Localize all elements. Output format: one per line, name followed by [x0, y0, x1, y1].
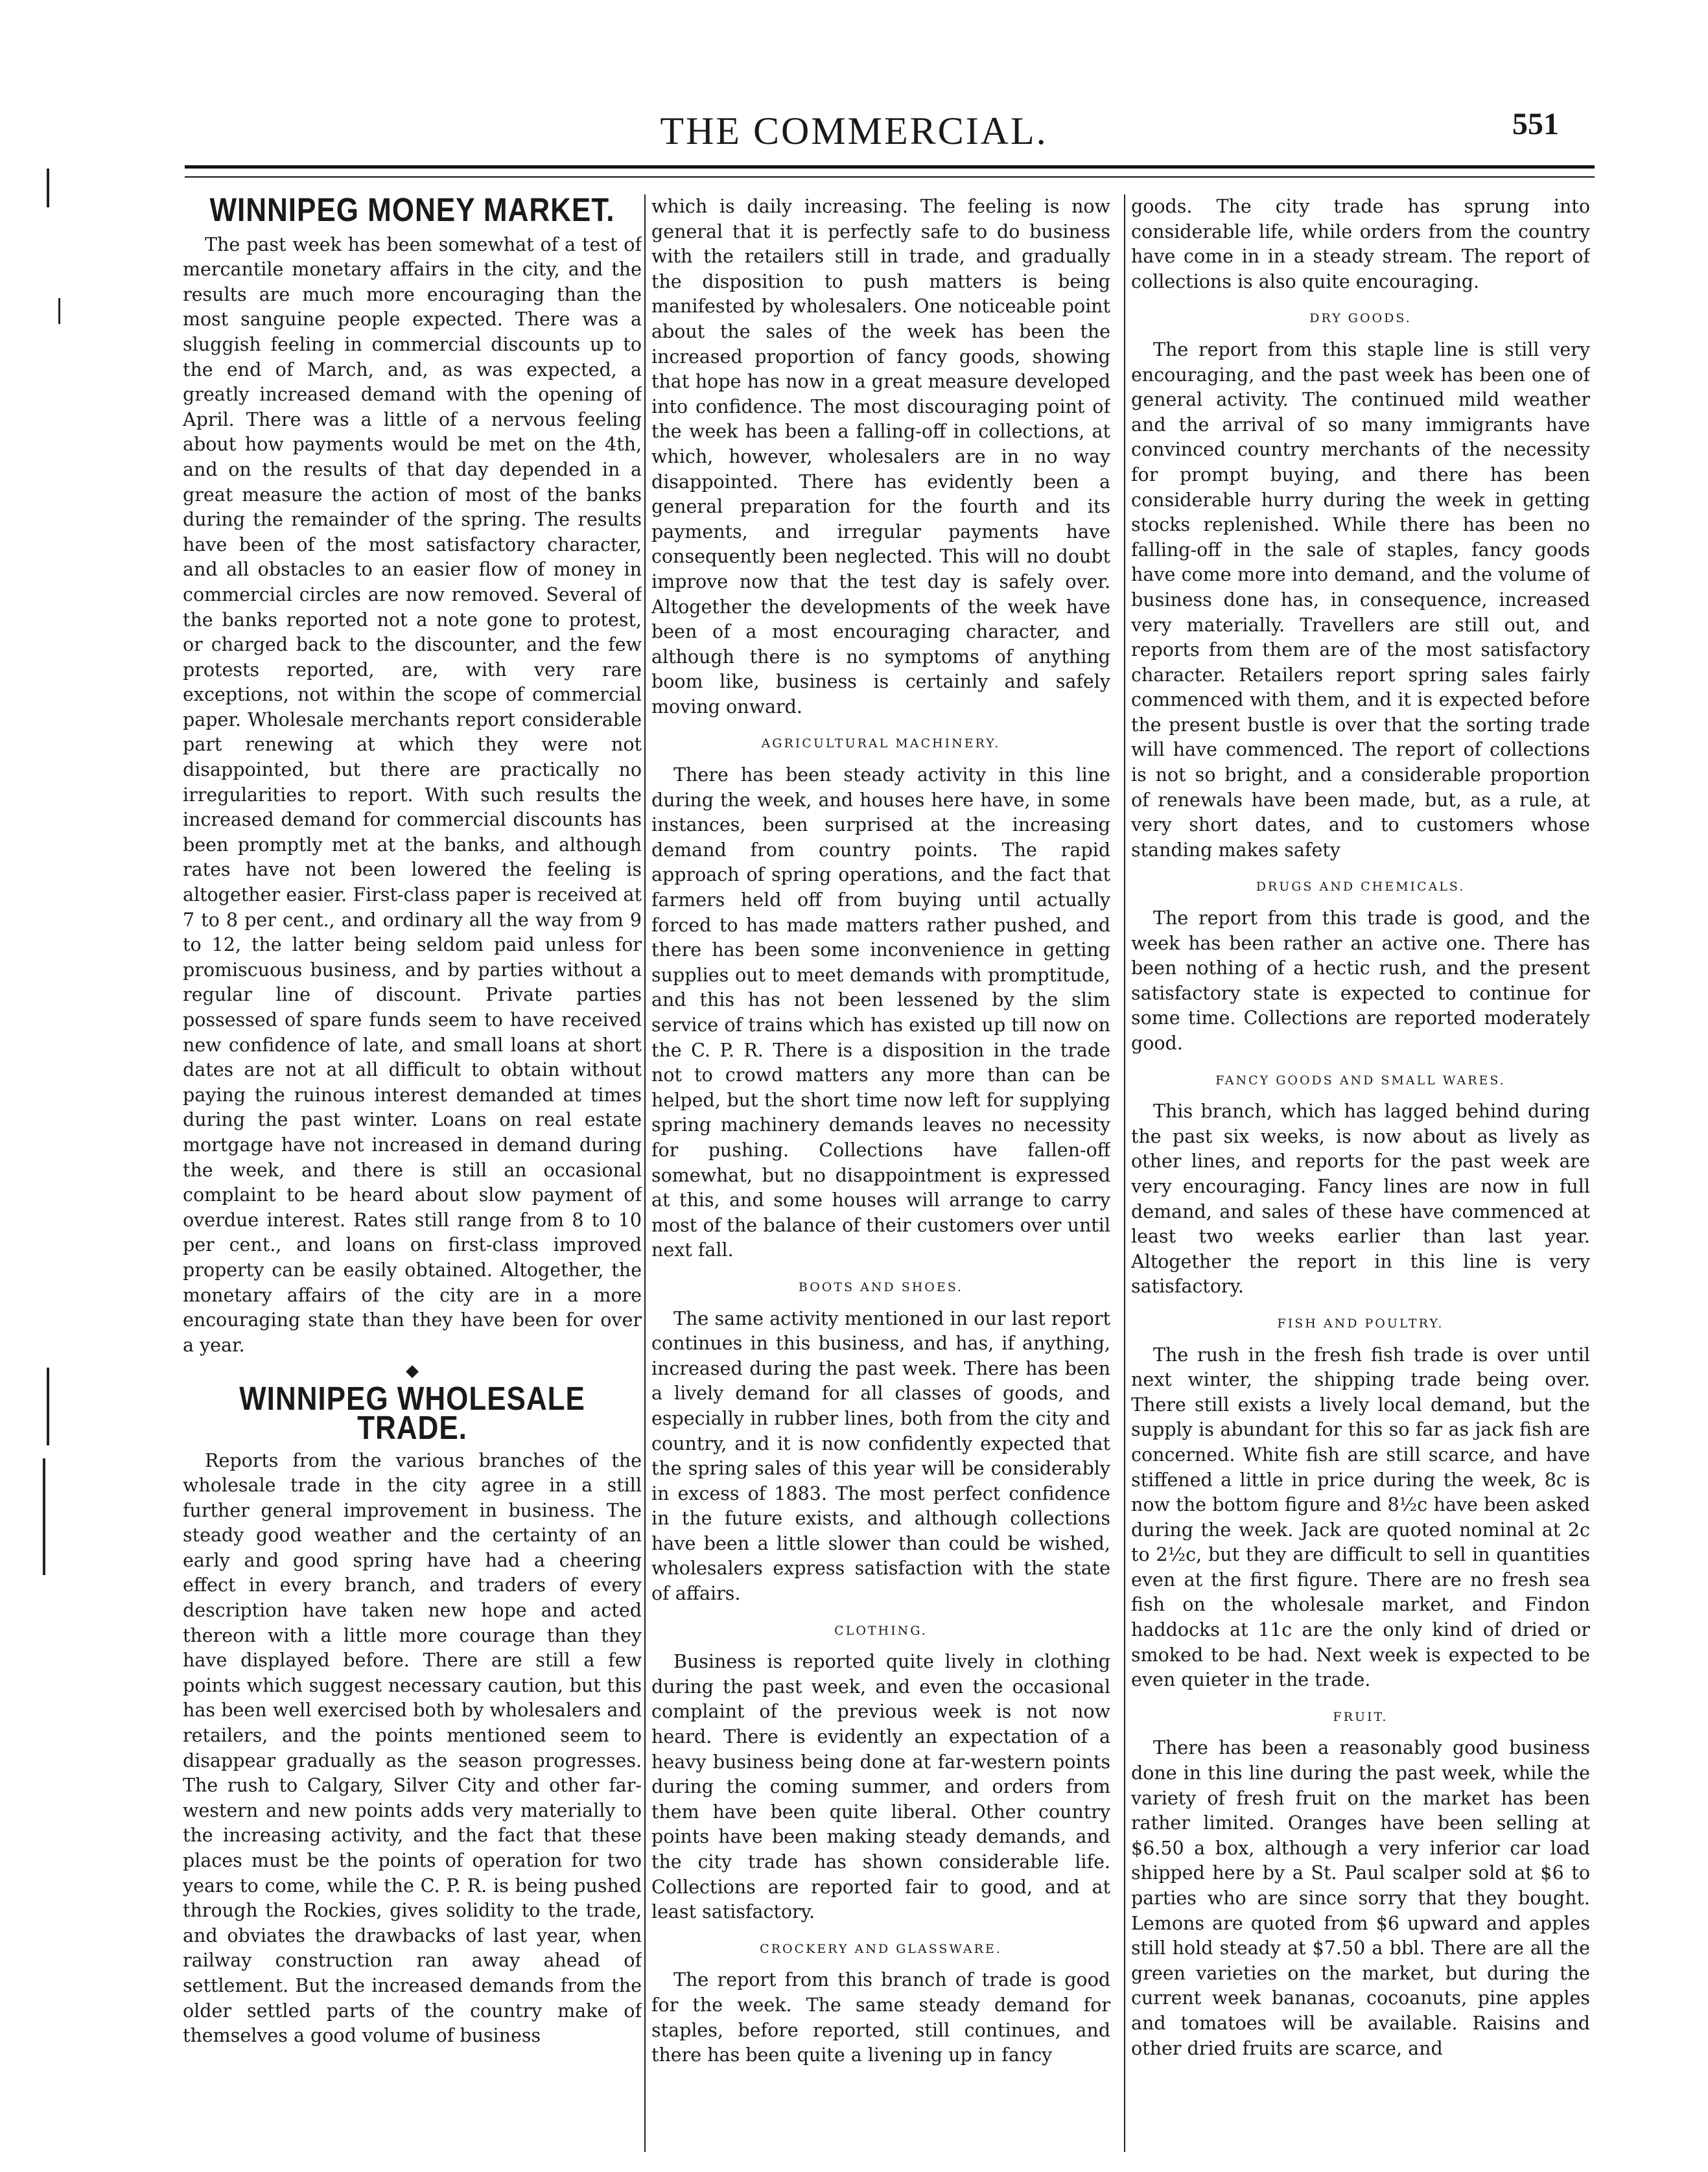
crockery-glassware-text: The report from this branch of trade is good for the week. The same steady demand for staples, before reported, still continues, and there has been quite a livening up in fancy [651, 1969, 1110, 2066]
agricultural-machinery-heading: AGRICULTURAL MACHINERY. [761, 736, 1001, 751]
column-1 [183, 194, 642, 2152]
clothing-heading: CLOTHING. [834, 1623, 928, 1638]
money-market-heading: WINNIPEG MONEY MARKET. [209, 194, 615, 229]
wholesale-continued-text: which is daily increasing. The feeling is now general that it is perfectly safe to do business with the retailers still in trade, and gradually the disposition to push matters is being manifested by wholesalers. One noticeable point about the sales of the week has been the increased proportion of fancy goods, showing that hope has now in a great measure developed into confidence. The most discouraging point of the week has been a falling-off in collections, at which, however, wholesalers are in no way disappointed. There has evidently been a general preparation for the fourth and its payments, and irregular payments have consequently been neglected. This will no doubt improve now that the test day is safely over. Altogether the developments of the week have been of a most encouraging character, and although there is no symptoms of anything boom like, business is certainly and safely moving onward. [651, 196, 1110, 718]
newspaper-title: THE COMMERCIAL. [660, 110, 1048, 152]
column-divider [1124, 194, 1125, 2152]
clothing-text: Business is reported quite lively in clothing during the past week, and even the occasional complaint of the previous week is not now heard. There is evidently an expectation of a heavy business being done at far-western points during the coming summer, and orders from them have been quite liberal. Other country points have been making steady demands, and the city trade has shown considerable life. Collections are reported fair to good, and at least satisfactory. [651, 1651, 1110, 1923]
header-rule-thick [185, 165, 1595, 169]
crockery-continued-text: goods. The city trade has sprung into considerable life, while orders from the country have come in in a steady stream. The report of collections is also quite encouraging. [1131, 196, 1590, 292]
column-divider [644, 194, 646, 2152]
margin-mark [58, 298, 60, 324]
masthead [0, 97, 1708, 152]
fruit-heading: FRUIT. [1333, 1709, 1388, 1724]
dry-goods-text: The report from this staple line is still very encouraging, and the past week has been one of general activity. The continued mild weather and the arrival of so many immigrants have convinced country merchants of the necessity for prompt buying, and there has been considerable hurry during the week in getting stocks replenished. While there has been no falling-off in the sale of staples, fancy goods have come more into demand, and the volume of business done has, in consequence, increased very materially. Travellers are still out, and reports from them are of the most satisfactory character. Retailers report spring sales fairly commenced with them, and it is expected before the present bustle is over that the sorting trade will have commenced. The report of collections is not so bright, and a considerable proportion of renewals have been made, but, as a rule, at very short dates, and to customers whose standing makes safety [1131, 338, 1590, 861]
wholesale-trade-heading: WINNIPEG WHOLESALE TRADE. [239, 1381, 585, 1447]
fish-poultry-heading: FISH AND POULTRY. [1277, 1316, 1444, 1331]
section-ornament: ◆ [406, 1361, 419, 1381]
fancy-goods-text: This branch, which has lagged behind during the past six weeks, is now about as lively as other lines, and reports for the past week are very encouraging. Fancy lines are now in full demand, and sales of these have commenced at least two weeks earlier than last year. Altogether the report in this line is very satisfactory. [1131, 1101, 1590, 1298]
dry-goods-heading: DRY GOODS. [1309, 311, 1412, 326]
fish-poultry-text: The rush in the fresh fish trade is over until next winter, the shipping trade being over. There still exists a lively local demand, but the supply is abundant for this so far as jack fish are concerned. White fish are still scarce, and have stiffened a little in price during the week, 8c is now the bottom figure and 8½c have been asked during the week. Jack are quoted nominal at 2c to 2½c, but they are difficult to sell in quantities even at the first figure. There are no fresh sea fish on the wholesale market, and Findon haddocks at 11c are the only kind of dried or smoked to be had. Next week is expected to be even quieter in the trade. [1131, 1344, 1590, 1691]
margin-mark [47, 169, 49, 207]
margin-mark [47, 1368, 49, 1445]
boots-shoes-text: The same activity mentioned in our last report continues in this business, and has, if anything, increased during the past week. There has been a lively demand for all classes of goods, and especially in rubber lines, both from the city and country, and it is now confidently expected that the spring sales of this year will be considerably in excess of 1883. The most perfect confidence in the future exists, and although collections have been a little slower than could be wished, wholesalers express satisfaction with the state of affairs. [651, 1307, 1110, 1605]
fruit-text: There has been a reasonably good business done in this line during the past week, while the variety of fresh fruit on the market has been rather limited. Oranges have been selling at $6.50 a box, although a very inferior car load shipped here by a St. Paul scalper sold at $6 to parties who are since sorry that they bought. Lemons are quoted from $6 upward and apples still hold steady at $7.50 a bbl. There are all the green varieties on the market, but during the current week bananas, cocoanuts, pine apples and tomatoes will be available. Raisins and other dried fruits are scarce, and [1131, 1737, 1590, 2059]
crockery-glassware-heading: CROCKERY AND GLASSWARE. [760, 1941, 1002, 1956]
margin-mark [43, 1458, 45, 1575]
header-rule-thin [185, 176, 1595, 178]
page-number: 551 [1512, 107, 1559, 141]
boots-shoes-heading: BOOTS AND SHOES. [798, 1279, 964, 1294]
drugs-chemicals-heading: DRUGS AND CHEMICALS. [1256, 880, 1466, 894]
wholesale-trade-text: Reports from the various branches of the wholesale trade in the city agree in a still further general improvement in business. The steady good weather and the certainty of an early and good spring have had a cheering effect in every branch, and traders of every description have taken new hope and acted thereon with a little more courage than they have displayed before. There are still a few points which suggest necessary caution, but this has been well exercised both by wholesalers and retailers, and the points mentioned seem to disappear gradually as the season progresses. The rush to Calgary, Silver City and other far-western and new points adds very materially to the increasing activity, and the fact that these places must be the points of operation for two years to come, while the C. P. R. is being pushed through the Rockies, gives solidity to the trade, and obviates the drawbacks of last year, when railway construction ran away ahead of settlement. But the increased demands from the older settled parts of the country make of themselves a good volume of business [183, 1449, 642, 2047]
money-market-text: The past week has been somewhat of a test of mercantile monetary affairs in the city, and the results are much more encouraging than the most sanguine people expected. There was a sluggish feeling in commercial discounts up to the end of March, and, as was expected, a greatly increased demand with the opening of April. There was a little of a nervous feeling about how payments would be met on the 4th, and on the results of that day depended in a great measure the action of most of the banks during the remainder of the spring. The results have been of the most satisfactory character, and all obstacles to an easier flow of money in commercial circles are now removed. Several of the banks reported not a note gone to protest, or charged back to the discounter, and the few protests reported, are, with very rare exceptions, not within the scope of commercial paper. Wholesale merchants report considerable part renewing at which they were not disappointed, but there are practically no irregularities to report. With such results the increased demand for commercial discounts has been promptly met at the banks, and although rates have not been lowered the feeling is altogether easier. First-class paper is received at 7 to 8 per cent., and ordinary all the way from 9 to 12, the latter being seldom paid unless for promiscuous business, and by parties without a regular line of discount. Private parties possessed of spare funds seem to have received new confidence of late, and small loans at short dates are not at all difficult to obtain without paying the ruinous interest demanded at times during the past winter. Loans on real estate mortgage have not increased in demand during the week, and there is still an occasional complaint to be heard about slow payment of overdue interest. Rates still range from 8 to 10 per cent., and loans on first-class improved property can be easily obtained. Altogether, the monetary affairs of the city are in a more encouraging state than they have been for over a year. [183, 233, 642, 1356]
column-2 [651, 194, 1110, 2152]
agricultural-machinery-text: There has been steady activity in this line during the week, and houses here have, in some instances, been surprised at the increasing demand from country points. The rapid approach of spring operations, and the fact that farmers held off from buying until actually forced to has made matters rather pushed, and there has been some inconvenience in getting supplies out to meet demands with promptitude, and this has not been lessened by the slim service of trains which has existed up till now on the C. P. R. There is a disposition in the trade not to crowd matters any more than can be helped, but the short time now left for supplying spring machinery demands leaves no necessity for pushing. Collections have fallen-off somewhat, but no disappointment is expressed at this, and some houses will arrange to carry most of the balance of their customers over until next fall. [651, 764, 1110, 1261]
fancy-goods-heading: FANCY GOODS AND SMALL WARES. [1215, 1073, 1506, 1088]
column-3 [1131, 194, 1590, 2152]
drugs-chemicals-text: The report from this trade is good, and the week has been rather an active one. There has been nothing of a hectic rush, and the present satisfactory state is expected to continue for some time. Collections are reported moderately good. [1131, 907, 1590, 1054]
